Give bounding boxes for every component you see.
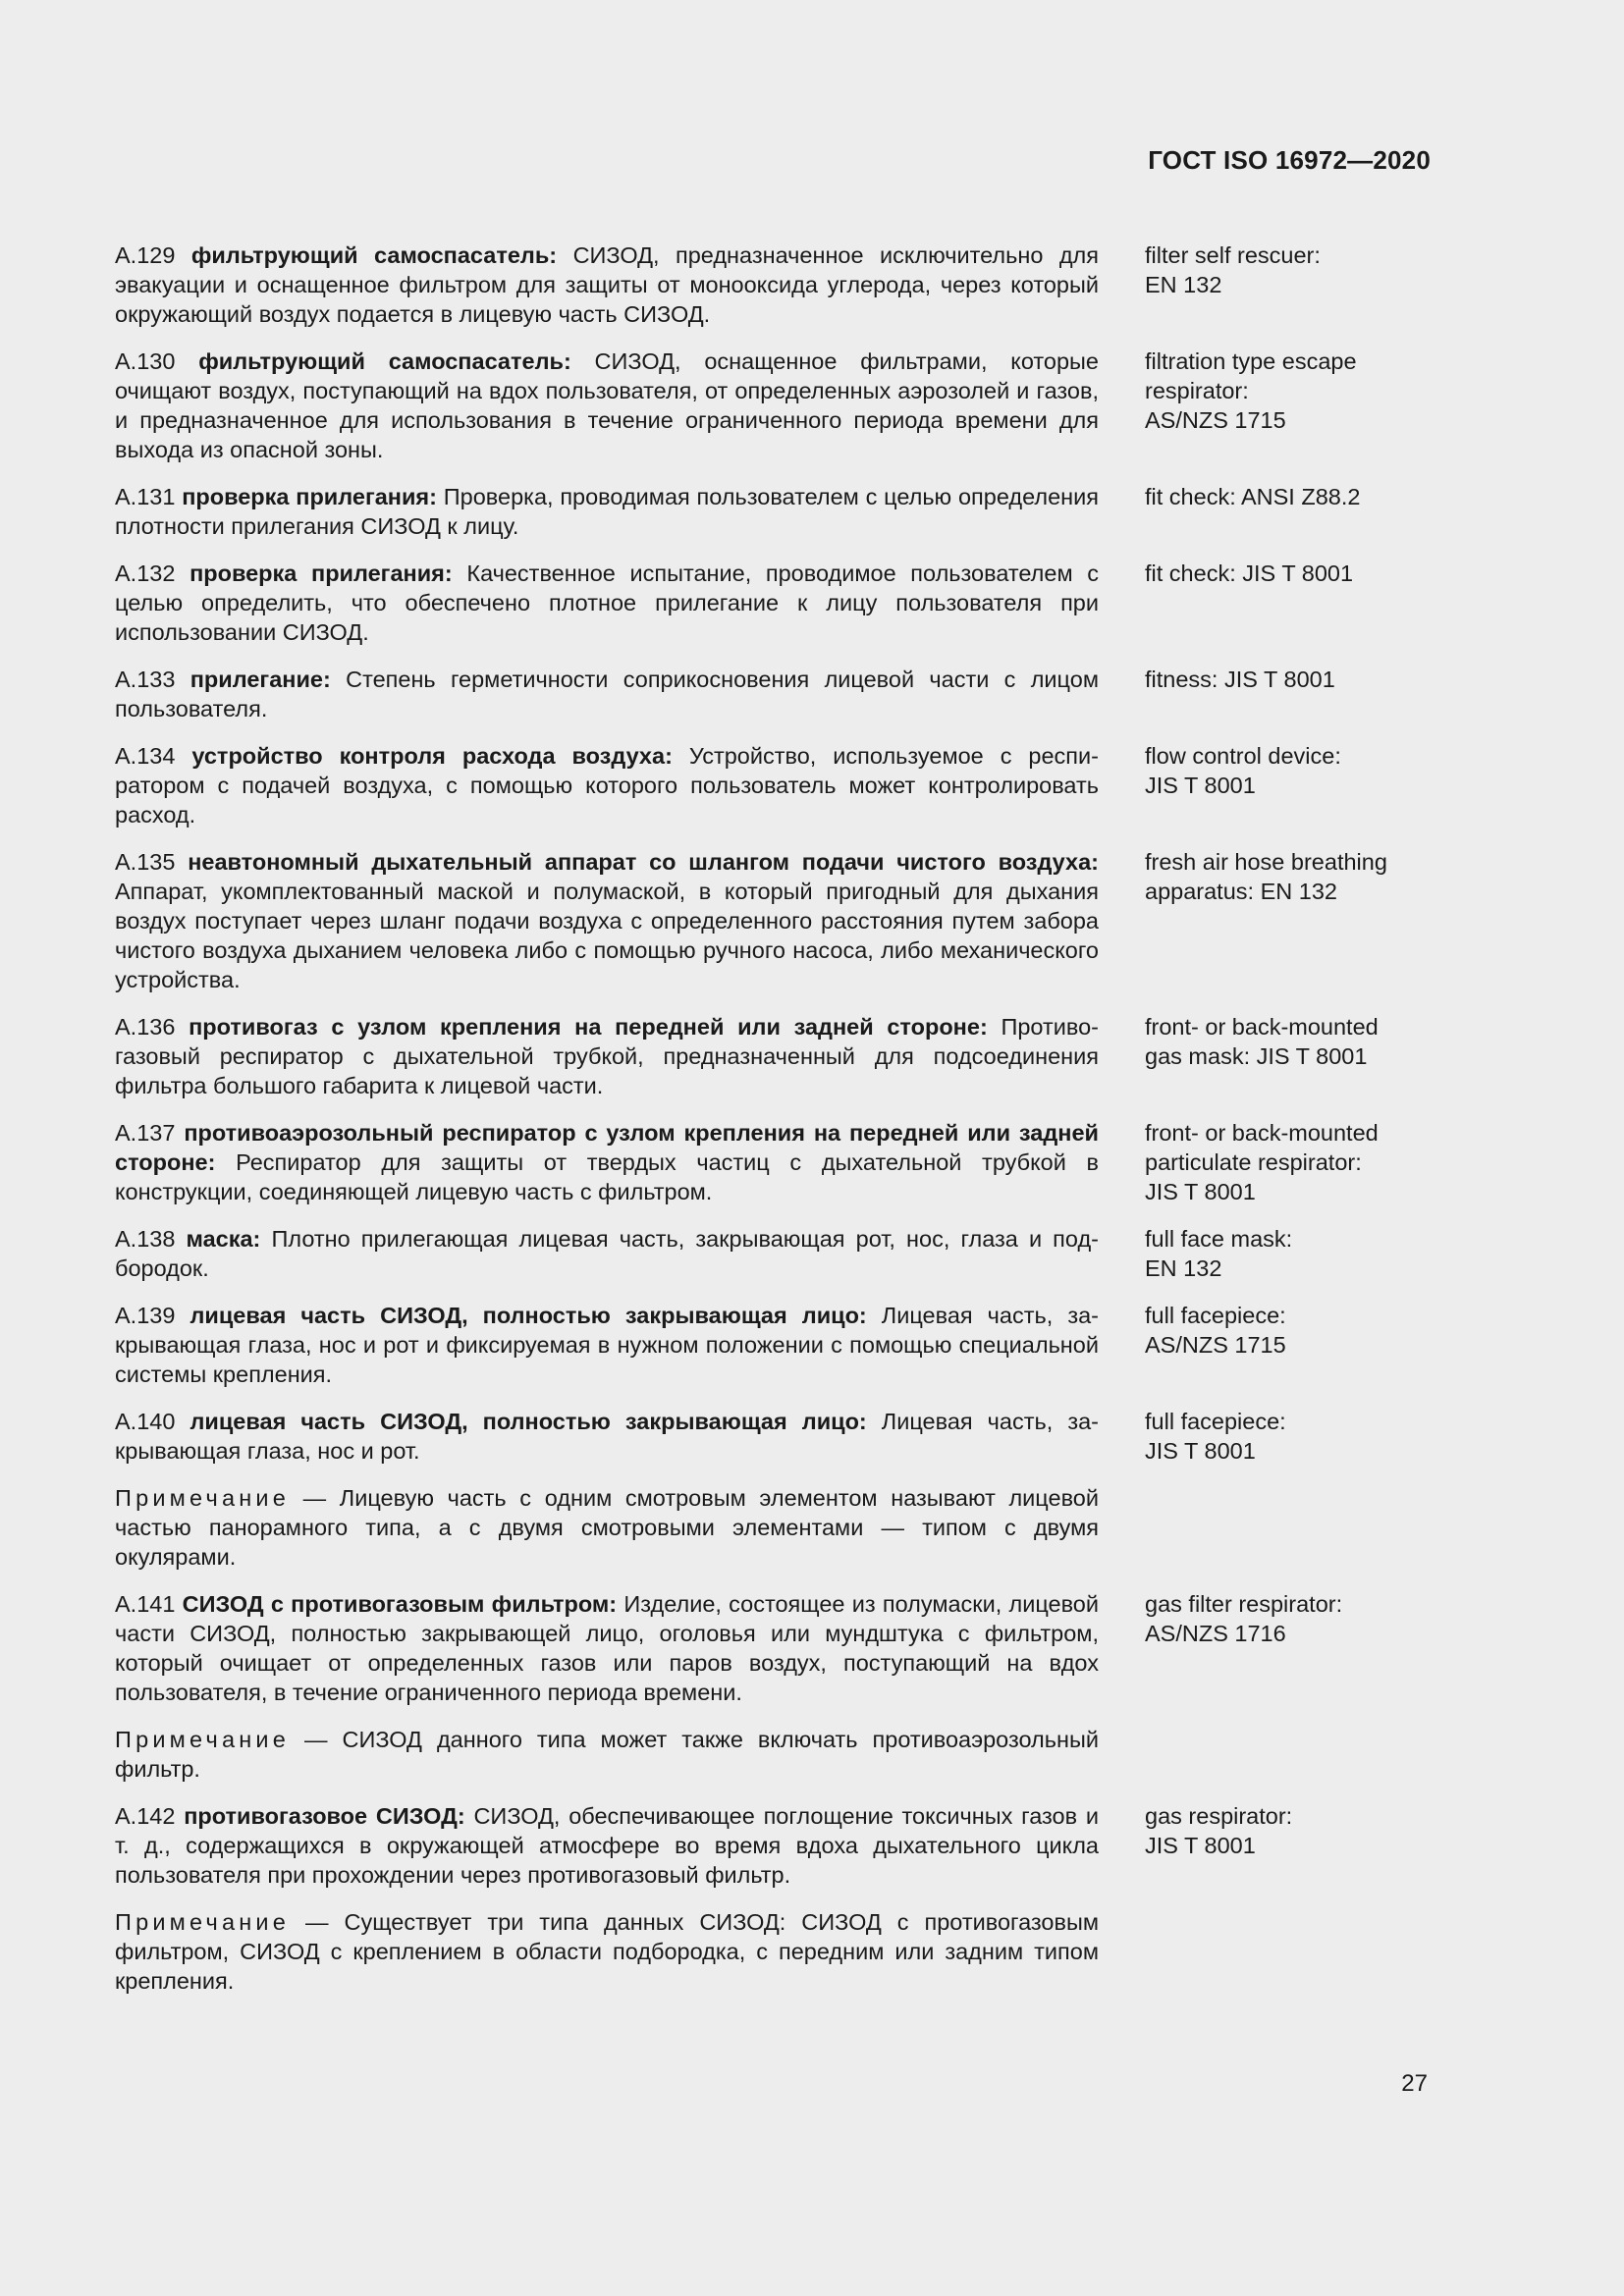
entry-term: фильтрующий самоспасатель:	[190, 242, 558, 268]
entry-definition-column	[115, 741, 1099, 829]
entry-term: неавтономный дыхательный аппарат со шлангом подачи чистого воздуха:	[188, 849, 1099, 875]
entry-text: СИЗОД, предназначенное исключительно для эвакуации и оснащенное фильтром для защиты от монооксида углерода, через который окружающий воздух подается в лицевую часть СИЗОД.	[115, 242, 1099, 327]
term-entry	[115, 1301, 1431, 1389]
entry-definition-column	[115, 1407, 1099, 1572]
term-entry	[115, 240, 1431, 329]
entry-definition-column	[115, 847, 1099, 994]
entry-text: Степень герметичности соприкосновения лицевой части с лицом пользователя.	[115, 667, 1099, 721]
term-entry	[115, 1801, 1431, 1996]
entry-source: front- or back-mounted particulate respirator: JIS T 8001	[1145, 1120, 1379, 1204]
entry-source: fit check: ANSI Z88.2	[1145, 484, 1361, 509]
term-entry	[115, 1118, 1431, 1206]
entry-definition-column	[115, 559, 1099, 647]
entry-source: filter self rescuer: EN 132	[1145, 242, 1321, 297]
term-entry	[115, 1407, 1431, 1572]
entry-definition	[115, 1224, 1099, 1283]
entry-number: А.131	[115, 484, 183, 509]
term-entry	[115, 1012, 1431, 1100]
entry-number: А.135	[115, 849, 189, 875]
entry-text: СИЗОД, оснащенное фильтрами, которые очищают воздух, поступающий на вдох пользователя, от определенных аэрозолей и газов, и предназначенное для использования в течение ограниченного периода времени для выхода из опасной зоны.	[115, 348, 1099, 462]
note-label: Примечание	[115, 1485, 291, 1511]
entry-definition	[115, 347, 1099, 464]
entry-text: Изделие, состоящее из полумаски, лицевой части СИЗОД, полностью закрывающей лицо, оголовья или мундштука с фильтром, который очищает от определенных газов или паров воздух, поступающий на вдох пользователя, в течение ограниченного периода времени.	[115, 1591, 1100, 1705]
entry-source: flow control device: JIS T 8001	[1145, 743, 1341, 798]
note-text: — Существует три типа данных СИЗОД: СИЗОД с противогазовым фильтром, СИЗОД с креплением в области подбородка, с передним или задним типом крепления.	[115, 1909, 1099, 1994]
entry-note	[115, 1907, 1099, 1996]
entry-text: Лицевая часть, закрывающая глаза, нос и рот.	[115, 1409, 1099, 1464]
entry-note	[115, 1725, 1099, 1784]
entry-term: маска:	[186, 1226, 261, 1252]
entry-number: А.140	[115, 1409, 190, 1434]
note-text: — СИЗОД данного типа может также включать противоаэрозольный фильтр.	[115, 1727, 1099, 1782]
entry-term: проверка прилегания:	[189, 561, 453, 586]
entry-definition	[115, 559, 1099, 647]
entry-text: Противогазовый респиратор с дыхательной трубкой, предназначенный для подсоединения фильтра большого габарита к лицевой части.	[115, 1014, 1099, 1098]
term-entries	[115, 240, 1431, 2013]
entry-source: fitness: JIS T 8001	[1145, 667, 1335, 692]
entry-definition-column	[115, 347, 1099, 464]
entry-definition	[115, 1801, 1099, 1890]
entry-number: А.138	[115, 1226, 187, 1252]
entry-definition	[115, 1589, 1099, 1707]
entry-definition	[115, 847, 1099, 994]
entry-source: fresh air hose breathing apparatus: EN 132	[1145, 849, 1387, 904]
entry-definition-column	[115, 1118, 1099, 1206]
entry-definition	[115, 1012, 1099, 1100]
entry-term: противогазовое СИЗОД:	[184, 1803, 465, 1829]
note-text: — Лицевую часть с одним смотровым элементом называют лицевой частью панорамного типа, а с двумя смотровыми элементами — типом с двумя окулярами.	[115, 1485, 1099, 1570]
entry-source: front- or back-mounted gas mask: JIS T 8001	[1145, 1014, 1379, 1069]
entry-source: full facepiece: JIS T 8001	[1145, 1409, 1286, 1464]
entry-term: СИЗОД с противогазовым фильтром:	[182, 1591, 618, 1617]
entry-term: фильтрующий самоспасатель:	[198, 348, 571, 374]
entry-text: Лицевая часть, закрывающая глаза, нос и рот и фиксируемая в нужном положении с помощью специальной системы крепления.	[115, 1303, 1099, 1387]
entry-text: Аппарат, укомплектованный маской и полумаской, в который пригодный для дыхания воздух поступает через шланг подачи воздуха с определенного расстояния путем забора чистого воздуха дыханием человека либо с помощью ручного насоса, либо механического устройства.	[115, 879, 1099, 992]
term-entry	[115, 1589, 1431, 1784]
entry-text: Респиратор для защиты от твердых частиц с дыхательной трубкой в конструкции, соединяющей лицевую часть с фильтром.	[115, 1149, 1099, 1204]
entry-source: full facepiece: AS/NZS 1715	[1145, 1303, 1286, 1358]
entry-text: СИЗОД, обеспечивающее поглощение токсичных газов и т. д., содержащихся в окружающей атмосфере во время вдоха дыхательного цикла пользователя при прохождении через противогазовый фильтр.	[115, 1803, 1099, 1888]
entry-definition-column	[115, 1012, 1099, 1100]
term-entry	[115, 1224, 1431, 1283]
entry-definition-column	[115, 665, 1099, 723]
term-entry	[115, 559, 1431, 647]
entry-number: А.137	[115, 1120, 185, 1146]
entry-definition-column	[115, 1224, 1099, 1283]
entry-number: А.142	[115, 1803, 185, 1829]
entry-number: А.134	[115, 743, 192, 769]
entry-definition	[115, 1118, 1099, 1206]
entry-definition-column	[115, 1801, 1099, 1996]
entry-term: лицевая часть СИЗОД, полностью закрывающая лицо:	[189, 1409, 867, 1434]
entry-source: gas respirator: JIS T 8001	[1145, 1803, 1293, 1858]
term-entry	[115, 665, 1431, 723]
page-number: 27	[1401, 2070, 1428, 2097]
entry-definition-column	[115, 482, 1099, 541]
entry-term: проверка прилегания:	[182, 484, 437, 509]
term-entry	[115, 482, 1431, 541]
entry-term: лицевая часть СИЗОД, полностью закрывающая лицо:	[189, 1303, 867, 1328]
term-entry	[115, 741, 1431, 829]
entry-source: full face mask: EN 132	[1145, 1226, 1293, 1281]
entry-definition	[115, 240, 1099, 329]
document-header: ГОСТ ISO 16972—2020	[1148, 145, 1431, 175]
entry-number: А.133	[115, 667, 190, 692]
entry-number: А.139	[115, 1303, 190, 1328]
term-entry	[115, 847, 1431, 994]
entry-source: fit check: JIS T 8001	[1145, 561, 1354, 586]
entry-definition	[115, 741, 1099, 829]
entry-definition	[115, 665, 1099, 723]
entry-text: Устройство, используемое с респиратором с подачей воздуха, с помощью которого пользователь может контролировать расход.	[115, 743, 1099, 828]
entry-note	[115, 1483, 1099, 1572]
note-label: Примечание	[115, 1727, 291, 1752]
term-entry	[115, 347, 1431, 464]
entry-definition-column	[115, 1589, 1099, 1784]
note-label: Примечание	[115, 1909, 291, 1935]
entry-definition	[115, 1407, 1099, 1466]
entry-term: противоаэрозольный респиратор с узлом крепления на передней или задней стороне:	[115, 1120, 1099, 1175]
entry-source: filtration type escape respirator: AS/NZS 1715	[1145, 348, 1357, 433]
entry-number: А.129	[115, 242, 191, 268]
entry-text: Проверка, проводимая пользователем с целью определения плотности прилегания СИЗОД к лицу.	[115, 484, 1099, 539]
entry-definition-column	[115, 240, 1099, 329]
entry-number: А.136	[115, 1014, 189, 1040]
entry-definition-column	[115, 1301, 1099, 1389]
entry-source: gas filter respirator: AS/NZS 1716	[1145, 1591, 1343, 1646]
entry-number: А.132	[115, 561, 190, 586]
entry-text: Плотно прилегающая лицевая часть, закрывающая рот, нос, глаза и подбородок.	[115, 1226, 1099, 1281]
entry-text: Качественное испытание, проводимое пользователем с целью определить, что обеспечено плотное прилегание к лицу пользователя при использовании СИЗОД.	[115, 561, 1100, 645]
entry-definition	[115, 1301, 1099, 1389]
entry-definition	[115, 482, 1099, 541]
entry-term: прилегание:	[189, 667, 331, 692]
entry-number: А.130	[115, 348, 199, 374]
entry-number: А.141	[115, 1591, 183, 1617]
entry-term: противогаз с узлом крепления на передней или задней стороне:	[189, 1014, 988, 1040]
entry-term: устройство контроля расхода воздуха:	[191, 743, 673, 769]
